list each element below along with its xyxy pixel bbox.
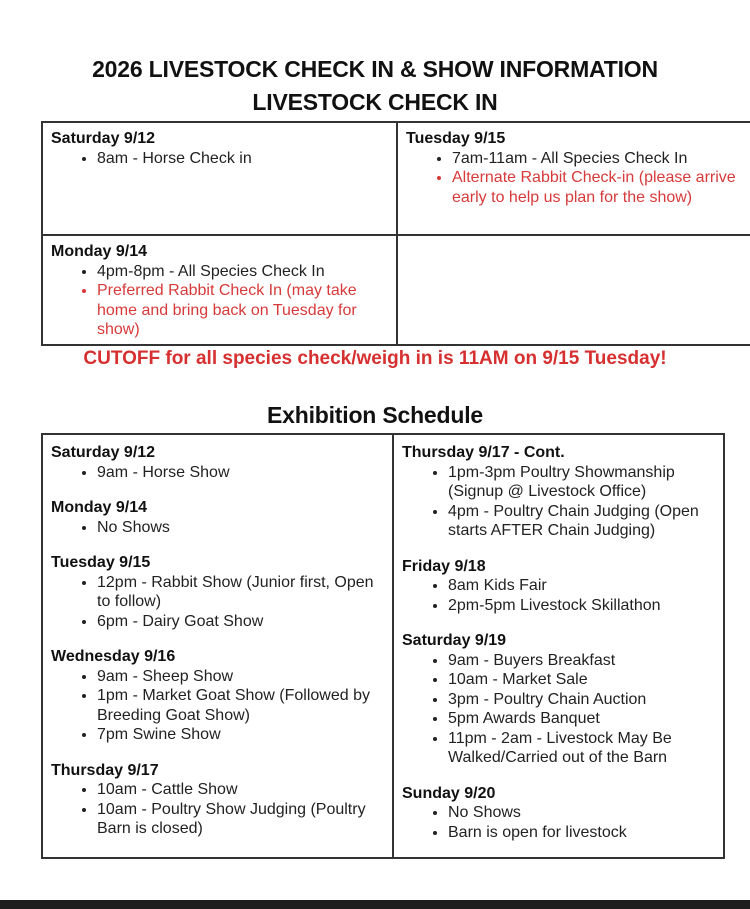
bottom-bar [0,900,750,909]
list-item: • Barn is open for livestock [448,823,715,843]
day-block [51,553,384,631]
list-item: • 1pm - Market Goat Show (Followed by Breeding Goat Show) [97,686,384,725]
day-label: Saturday 9/19 [402,632,507,649]
checkin-heading: LIVESTOCK CHECK IN [252,89,498,115]
item-list [402,651,715,768]
day-block [51,761,384,839]
day-label: Friday 9/18 [402,557,486,575]
list-item: • 7am-11am - All Species Check In [452,149,744,169]
list-item: • 6pm - Dairy Goat Show [97,612,384,632]
list-item: • 9am - Horse Show [97,463,384,483]
checkin-cell-saturday [42,122,397,235]
exhibition-column-right [393,434,724,858]
day-block [402,557,715,616]
list-item: • 4pm-8pm - All Species Check In [97,262,388,282]
list-item: • 9am - Sheep Show [97,667,384,687]
day-block [51,498,384,537]
list-item-highlight: • Alternate Rabbit Check-in (please arrive early to help us plan for the show) [452,168,744,207]
list-item: • 12pm - Rabbit Show (Junior first, Open to follow) [97,573,384,612]
checkin-cell-empty [397,235,750,345]
day-label: Tuesday 9/15 [406,130,506,147]
day-label: Saturday 9/12 [51,130,156,147]
list-item: • 5pm Awards Banquet [448,709,715,729]
list-item: • 8am Kids Fair [448,576,715,596]
day-label: Tuesday 9/15 [51,554,151,571]
list-item: • 11pm - 2am - Livestock May Be Walked/Carried out of the Barn [448,729,715,768]
list-item: • 3pm - Poultry Chain Auction [448,690,715,710]
item-list [51,667,384,745]
exhibition-column-left [42,434,393,858]
item-list [406,149,744,208]
day-block [51,443,384,482]
day-label: Monday 9/14 [51,243,148,260]
exhibition-heading: Exhibition Schedule [266,402,483,428]
day-block [402,443,715,541]
list-item: • 10am - Cattle Show [97,780,384,800]
day-label: Wednesday 9/16 [51,648,176,665]
checkin-table [41,121,750,346]
day-label: Thursday 9/17 - Cont. [402,444,565,461]
item-list [402,576,715,615]
list-item: • 10am - Poultry Show Judging (Poultry Barn is closed) [97,800,384,839]
checkin-cell-tuesday [397,122,750,235]
item-list [51,149,388,169]
list-item-highlight: • Preferred Rabbit Check In (may take home and bring back on Tuesday for show) [97,281,388,340]
item-list [51,463,384,483]
day-block [402,631,715,768]
list-item: • No Shows [97,518,384,538]
day-label: Saturday 9/12 [51,444,156,461]
page-title: 2026 LIVESTOCK CHECK IN & SHOW INFORMATION [92,56,658,82]
list-item: • 9am - Buyers Breakfast [448,651,715,671]
item-list [402,803,715,842]
checkin-cell-monday [42,235,397,345]
list-item: • 2pm-5pm Livestock Skillathon [448,596,715,616]
day-block [51,647,384,745]
day-block [402,784,715,843]
item-list [402,463,715,541]
exhibition-table [41,433,725,859]
cutoff-notice: CUTOFF for all species check/weigh in is 11AM on 9/15 Tuesday! [83,348,667,369]
list-item: • No Shows [448,803,715,823]
list-item: • 1pm-3pm Poultry Showmanship (Signup @ Livestock Office) [448,463,715,502]
item-list [51,573,384,632]
item-list [51,518,384,538]
list-item: • 4pm - Poultry Chain Judging (Open starts AFTER Chain Judging) [448,502,715,541]
day-label: Thursday 9/17 [51,761,159,779]
list-item: • 10am - Market Sale [448,670,715,690]
day-label: Sunday 9/20 [402,784,496,802]
day-label: Monday 9/14 [51,499,148,516]
list-item: • 7pm Swine Show [97,725,384,745]
list-item: • 8am - Horse Check in [97,149,388,169]
item-list [51,262,388,340]
item-list [51,780,384,839]
